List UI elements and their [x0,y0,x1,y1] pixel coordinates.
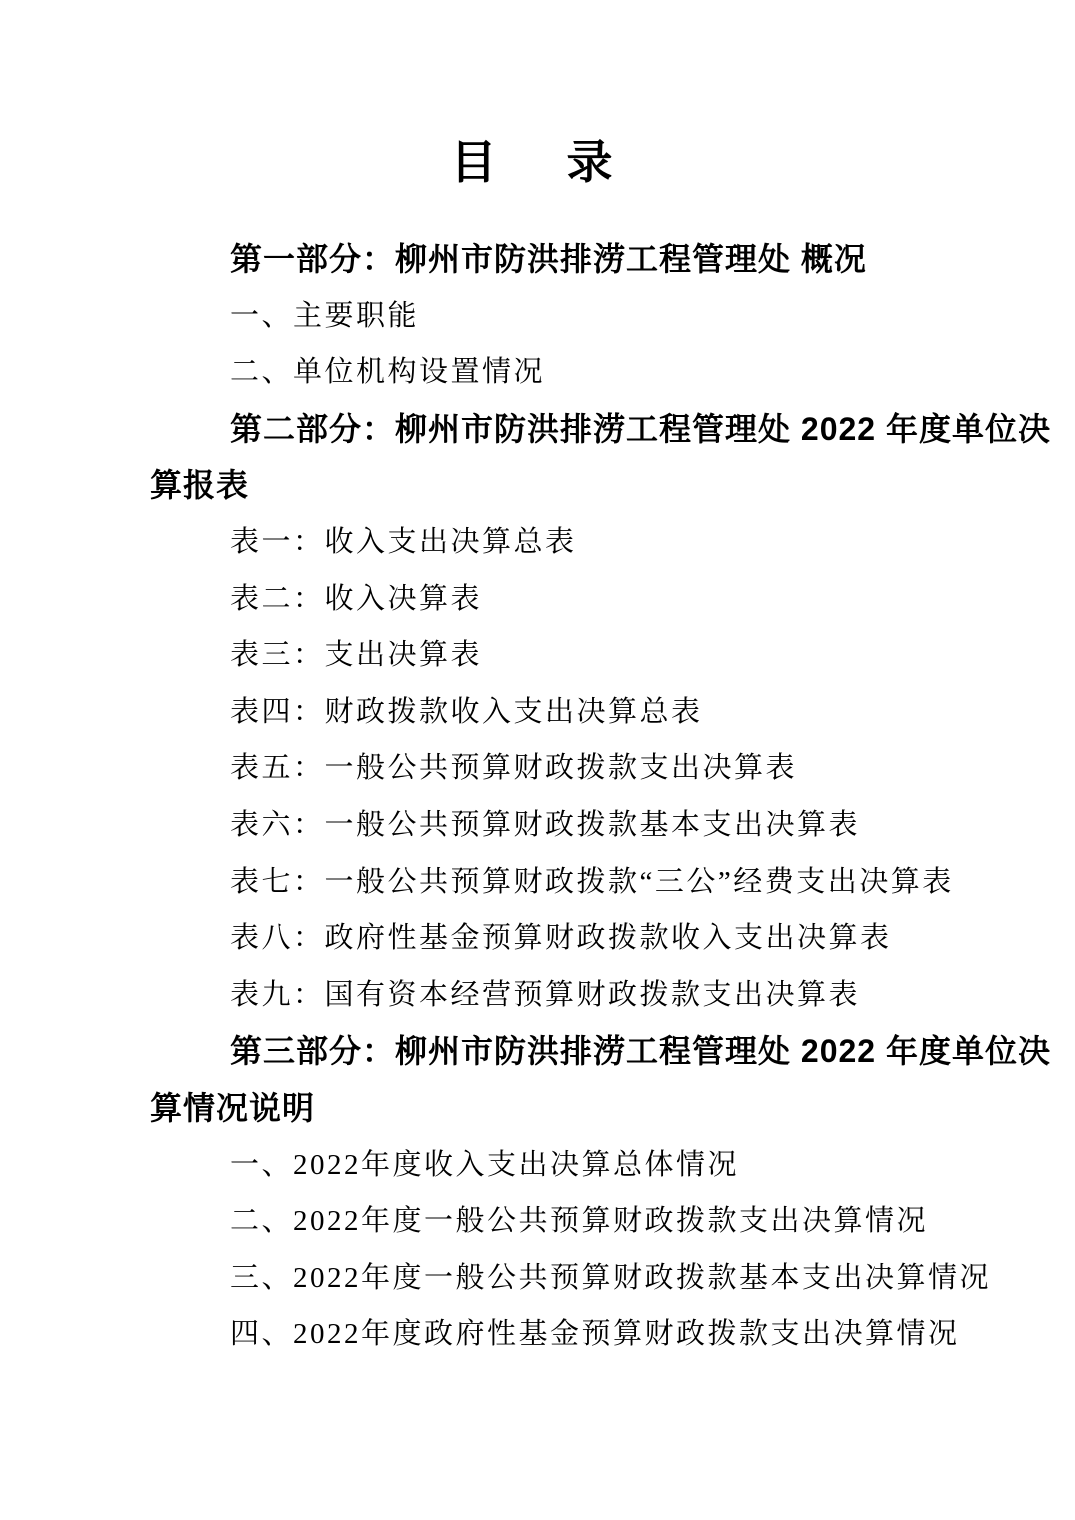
toc-part-2-header-wrap: 算报表 [150,467,250,504]
toc-item-table-1: 表一：收入支出决算总表 [230,525,577,558]
toc-item-table-8: 表八：政府性基金预算财政拨款收入支出决算表 [230,922,892,955]
toc-item-note-4: 四、2022年度政府性基金预算财政拨款支出决算情况 [230,1318,960,1351]
toc-item-table-9: 表九：国有资本经营预算财政拨款支出决算表 [230,978,861,1011]
toc-part-3-header-wrap: 算情况说明 [150,1089,316,1126]
toc-part-1-header: 第一部分：柳州市防洪排涝工程管理处 概况 [230,241,867,277]
toc-item-table-2: 表二：收入决算表 [230,582,483,615]
toc-item-note-1: 一、2022年度收入支出决算总体情况 [230,1148,740,1181]
toc-item-main-functions: 一、主要职能 [230,299,420,332]
toc-item-table-6: 表六：一般公共预算财政拨款基本支出决算表 [230,808,861,841]
toc-item-note-3: 三、2022年度一般公共预算财政拨款基本支出决算情况 [230,1261,992,1294]
toc-item-table-3: 表三：支出决算表 [230,639,483,672]
toc-part-3-header: 第三部分：柳州市防洪排涝工程管理处 2022 年度单位决 [230,1033,1051,1070]
toc-item-table-5: 表五：一般公共预算财政拨款支出决算表 [230,752,798,785]
toc-item-note-2: 二、2022年度一般公共预算财政拨款支出决算情况 [230,1205,929,1238]
toc-list [150,231,1051,1363]
toc-item-table-4: 表四：财政拨款收入支出决算总表 [230,695,703,728]
toc-item-org-structure: 二、单位机构设置情况 [230,356,546,389]
toc-part-2-header: 第二部分：柳州市防洪排涝工程管理处 2022 年度单位决 [230,410,1051,447]
page-title: 目 录 [450,136,625,188]
toc-item-table-7: 表七：一般公共预算财政拨款“三公”经费支出决算表 [230,865,954,898]
